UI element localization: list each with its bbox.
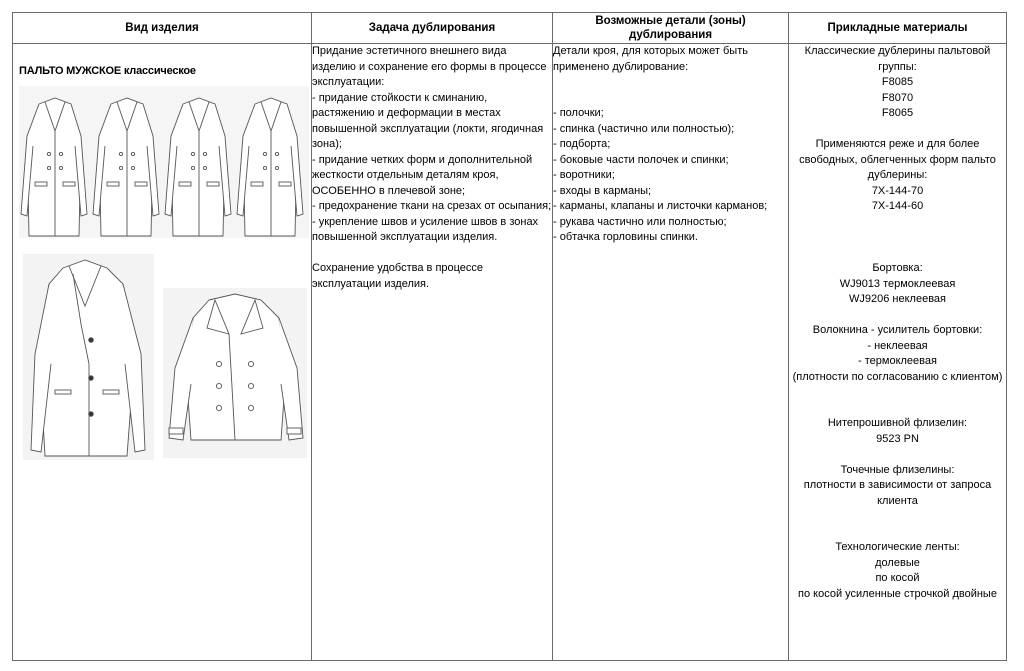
- table-header-row: [13, 13, 1007, 44]
- materials-table: [12, 12, 1007, 661]
- product-images: [13, 80, 311, 660]
- header-materials: Прикладные материалы: [789, 13, 1007, 44]
- header-product-type: Вид изделия: [13, 13, 312, 44]
- task-cell: Придание эстетичного внешнего вида изделию и сохранение его формы в процессе эксплуатации: - придание стойкости к сминанию, растяжению и деформации в местах повышенной эксплуатации (локти, ягодичная зона); - придание четких форм и дополнительной жесткости отдельным деталям кроя, ОСОБЕННО в плечевой зоне; - предохранение ткани на срезах от осыпания; - укрепление швов и усиление швов в зонах повышенной эксплуатации изделия. Сохранение удобства в процессе эксплуатации изделия.: [312, 44, 553, 661]
- document-page: [12, 12, 1006, 656]
- table-row: [13, 44, 1007, 661]
- single-breasted-coat-image: [23, 254, 154, 460]
- details-cell: Детали кроя, для которых может быть применено дублирование: - полочки; - спинка (частично или полностью); - подборта; - боковые части полочек и спинки; - воротники; - входы в карманы; - карманы, клапаны и листочки карманов; - рукава частично или полностью; - обтачка горловины спинки.: [553, 44, 789, 661]
- product-title: ПАЛЬТО МУЖСКОЕ классическое: [19, 65, 196, 77]
- coat-sketch-icon: [163, 288, 307, 458]
- product-cell: [13, 44, 312, 661]
- materials-cell: Классические дублерины пальтовой группы: F8085 F8070 F8065 Применяются реже и для более свободных, облегченных форм пальто дублерины: 7X-144-70 7X-144-60 Бортовка: WJ9013 термоклеевая WJ9206 неклеевая Волокнина - усилитель бортовки: - неклеевая - термоклеевая (плотности по согласованию с клиентом) Нитепрошивной флизелин: 9523 PN Точечные флизелины: плотности в зависимости от запроса клиента Технологические ленты: долевые по косой по косой усиленные строчкой двойные: [789, 44, 1007, 661]
- double-breasted-pea-coat-image: [163, 288, 307, 458]
- coat-front-row-image: [19, 86, 309, 238]
- coat-sketch-icon: [19, 86, 309, 238]
- coat-sketch-icon: [23, 254, 154, 460]
- header-details: Возможные детали (зоны) дублирования: [553, 13, 789, 44]
- header-task: Задача дублирования: [312, 13, 553, 44]
